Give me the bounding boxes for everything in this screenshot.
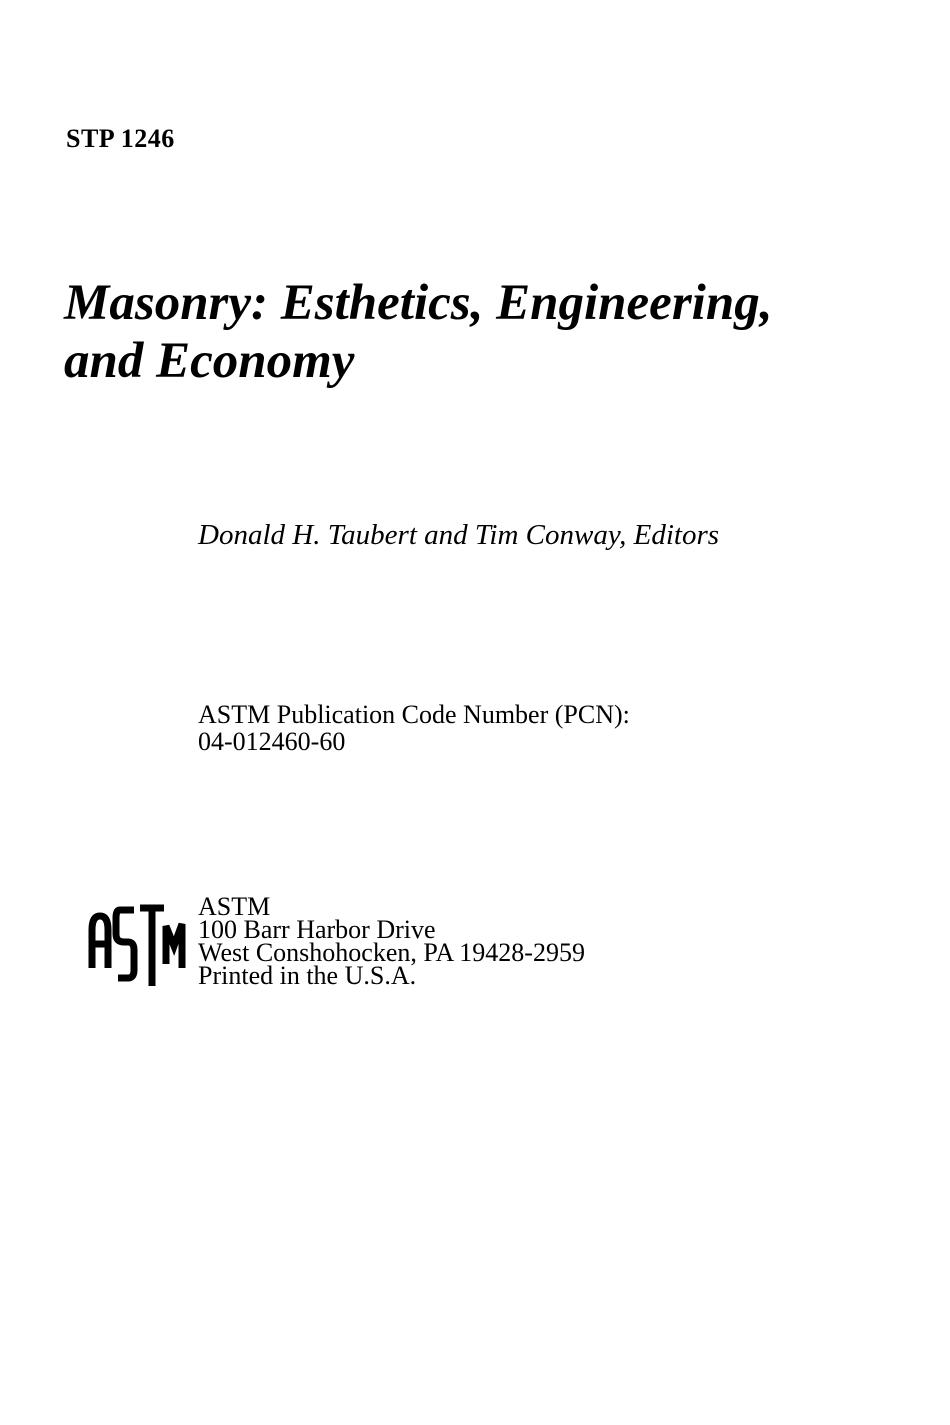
publisher-street: 100 Barr Harbor Drive — [198, 915, 436, 944]
editors-line: Donald H. Taubert and Tim Conway, Editors — [198, 519, 720, 551]
publication-code — [198, 701, 630, 755]
title-line-2: and Economy — [64, 333, 355, 389]
title-line-1: Masonry: Esthetics, Engineering, — [64, 275, 773, 331]
publisher-city: West Conshohocken, PA 19428-2959 — [198, 938, 585, 967]
astm-logo-icon — [86, 898, 188, 998]
publisher-address — [198, 892, 585, 990]
series-number: STP 1246 — [66, 124, 175, 153]
pcn-number: 04-012460-60 — [198, 727, 346, 756]
publisher-name: ASTM — [198, 892, 271, 921]
printed-note: Printed in the U.S.A. — [198, 961, 417, 990]
pcn-label: ASTM Publication Code Number (PCN): — [198, 700, 630, 729]
book-title — [64, 274, 924, 390]
